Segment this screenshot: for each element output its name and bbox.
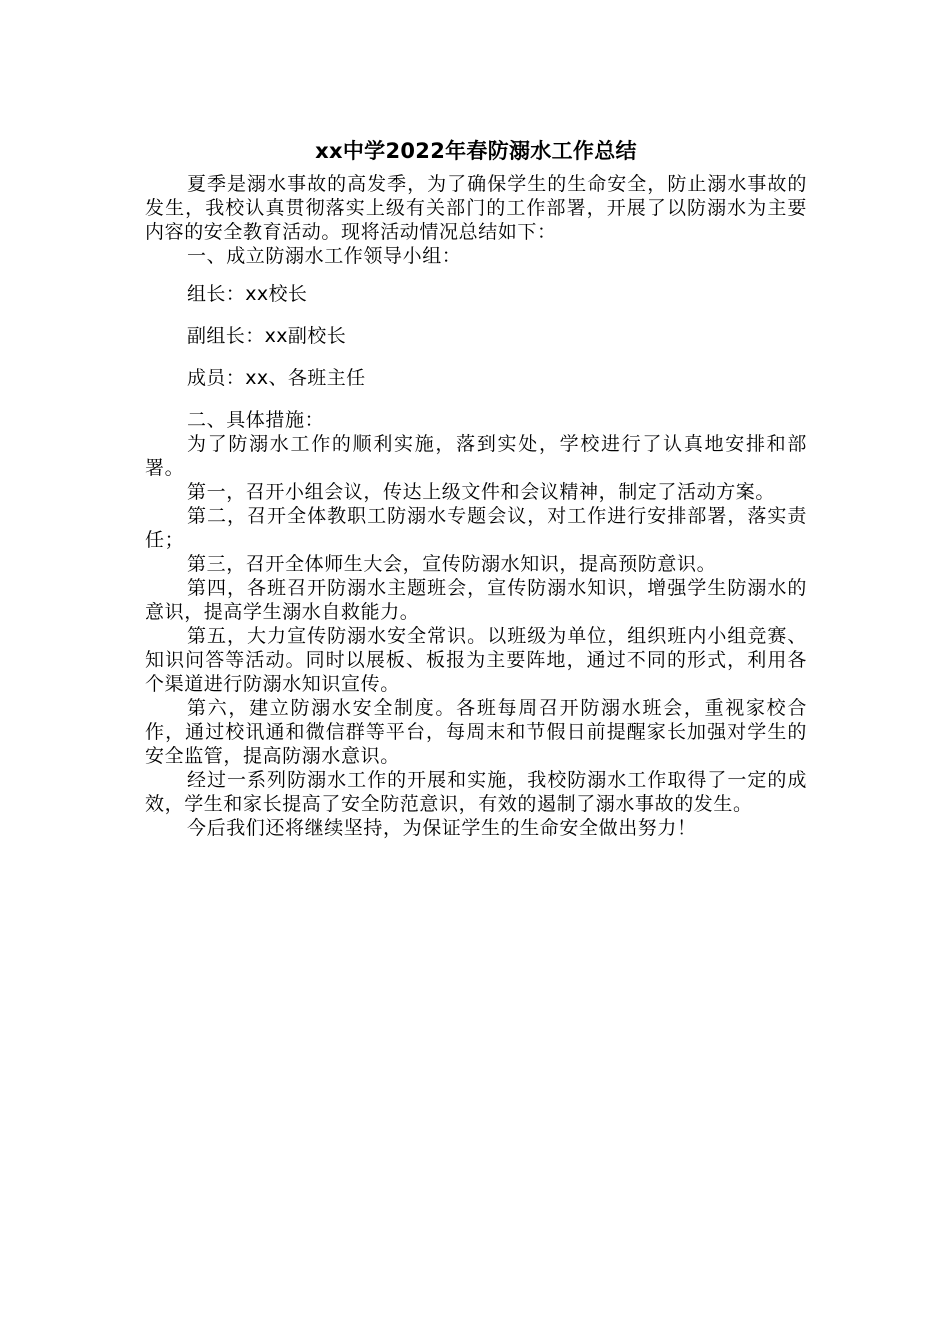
document-title: xx中学2022年春防溺水工作总结	[315, 139, 637, 163]
members-line: 成员：xx、各班主任	[187, 367, 366, 389]
measure-item: 第二，召开全体教职工防溺水专题会议，对工作进行安排部署，落实责任；	[145, 505, 807, 551]
measure-item: 第一，召开小组会议，传达上级文件和会议精神，制定了活动方案。	[187, 481, 776, 503]
section-heading-measures: 二、具体措施：	[187, 409, 325, 431]
section-heading-leadership: 一、成立防溺水工作领导小组：	[187, 245, 462, 267]
document-page	[145, 134, 807, 840]
measure-item: 第三，召开全体师生大会，宣传防溺水知识，提高预防意识。	[187, 553, 717, 575]
leader-line: 组长：xx校长	[187, 283, 308, 305]
measures-intro-paragraph: 为了防溺水工作的顺利实施，落到实处，学校进行了认真地安排和部署。	[145, 433, 807, 479]
deputy-leader-line: 副组长：xx副校长	[187, 325, 347, 347]
intro-paragraph: 夏季是溺水事故的高发季，为了确保学生的生命安全，防止溺水事故的发生，我校认真贯彻落实上级有关部门的工作部署，开展了以防溺水为主要内容的安全教育活动。现将活动情况总结如下：	[145, 173, 807, 243]
conclusion-paragraph: 经过一系列防溺水工作的开展和实施，我校防溺水工作取得了一定的成效，学生和家长提高了安全防范意识，有效的遏制了溺水事故的发生。	[145, 769, 807, 815]
measure-item: 第四，各班召开防溺水主题班会，宣传防溺水知识，增强学生防溺水的意识，提高学生溺水自救能力。	[145, 577, 807, 623]
measure-item: 第五，大力宣传防溺水安全常识。以班级为单位，组织班内小组竞赛、知识问答等活动。同时以展板、板报为主要阵地，通过不同的形式，利用各个渠道进行防溺水知识宣传。	[145, 625, 807, 695]
closing-paragraph: 今后我们还将继续坚持，为保证学生的生命安全做出努力！	[187, 817, 697, 839]
measure-item: 第六，建立防溺水安全制度。各班每周召开防溺水班会，重视家校合作，通过校讯通和微信群等平台，每周末和节假日前提醒家长加强对学生的安全监管，提高防溺水意识。	[145, 697, 807, 767]
